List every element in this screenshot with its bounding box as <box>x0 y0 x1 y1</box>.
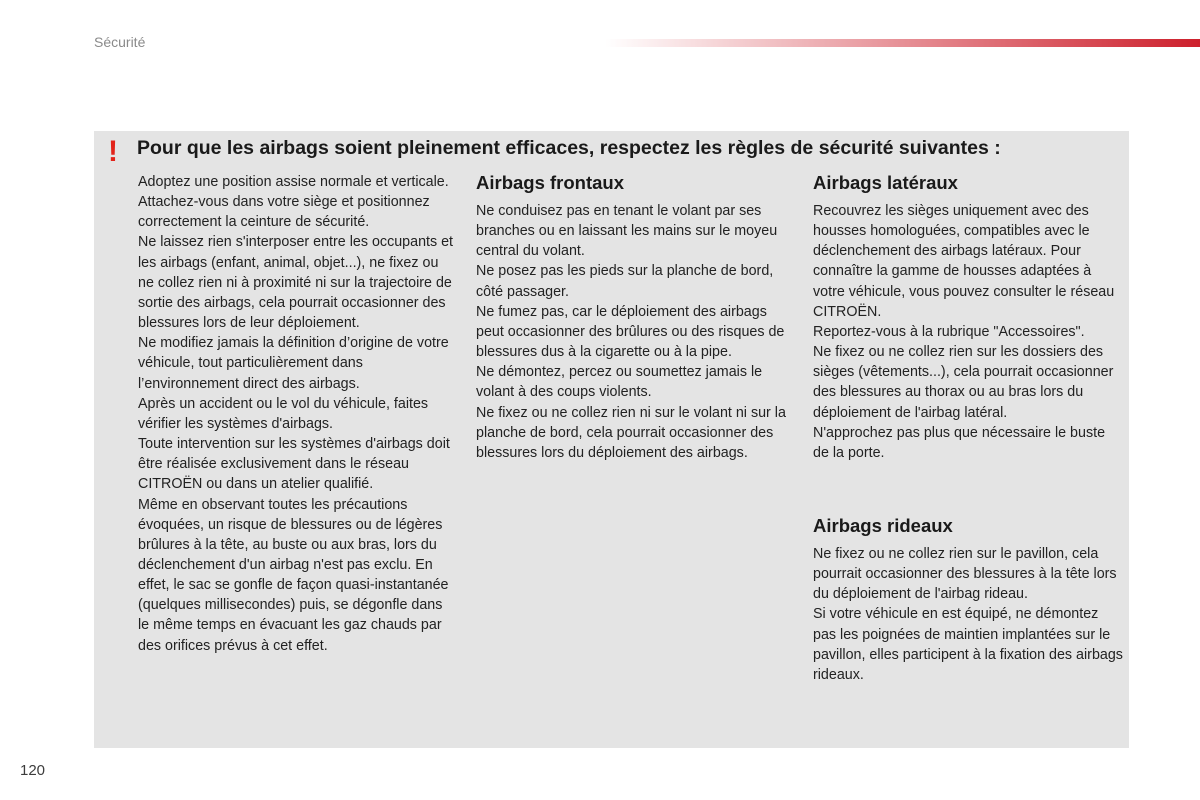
exclamation-icon: ! <box>108 135 118 168</box>
frontaux-paragraph: Ne posez pas les pieds sur la planche de bord, côté passager. <box>476 263 774 300</box>
general-paragraph: Attachez-vous dans votre siège et positionnez correctement la ceinture de sécurité. <box>138 194 430 231</box>
general-rules-column <box>138 172 456 656</box>
heading-airbags-rideaux: Airbags rideaux <box>813 515 953 536</box>
frontaux-paragraph: Ne fixez ou ne collez rien ni sur le volant ni sur la planche de bord, cela pourrait occasionner des blessures lors du déploiement des airbags. <box>476 404 786 461</box>
rideaux-column <box>813 544 1123 685</box>
lateraux-column <box>813 201 1123 463</box>
general-paragraph: Toute intervention sur les systèmes d'airbags doit être réalisée exclusivement dans le réseau CITROËN ou dans un atelier qualifié. <box>138 436 450 493</box>
general-paragraph: Après un accident ou le vol du véhicule, faites vérifier les systèmes d'airbags. <box>138 395 429 432</box>
general-paragraph: Ne laissez rien s'interposer entre les occupants et les airbags (enfant, animal, objet...), ne fixez ou ne collez rien ni à proximité ni sur la trajectoire de sortie des airbags, cela pourrait occasionner des blessures lors de leur déploiement. <box>138 234 454 332</box>
frontaux-paragraph: Ne démontez, percez ou soumettez jamais le volant à des coups violents. <box>476 364 763 401</box>
lateraux-paragraph: Recouvrez les sièges uniquement avec des housses homologuées, compatibles avec le déclenchement des airbags latéraux. Pour connaître la gamme de housses adaptées à votre véhicule, vous pouvez consulter le réseau CITROËN. <box>813 203 1115 320</box>
lateraux-paragraph: N'approchez pas plus que nécessaire le buste de la porte. <box>813 424 1106 461</box>
general-paragraph: Même en observant toutes les précautions évoquées, un risque de blessures ou de légères brûlures à la tête, au buste ou aux bras, lors du déclenchement d'un airbag n'est pas exclu. En effet, le sac se gonfle de façon quasi-instantanée (quelques millisecondes) puis, se dégonfle dans le même temps en évacuant les gaz chauds par des orifices prévus à cet effet. <box>138 496 449 654</box>
lateraux-paragraph: Ne fixez ou ne collez rien sur les dossiers des sièges (vêtements...), cela pourrait occasionner des blessures au thorax ou au bras lors du déploiement de l'airbag latéral. <box>813 344 1114 421</box>
frontaux-paragraph: Ne fumez pas, car le déploiement des airbags peut occasionner des brûlures ou des risques de blessures dus à la cigarette ou à la pipe. <box>476 303 785 361</box>
header-accent-bar <box>605 39 1200 47</box>
lateraux-paragraph: Reportez-vous à la rubrique "Accessoires". <box>813 323 1085 340</box>
rideaux-paragraph: Si votre véhicule en est équipé, ne démontez pas les poignées de maintien implantées sur le pavillon, elles participent à la fixation des airbags rideaux. <box>813 606 1123 683</box>
general-paragraph: Adoptez une position assise normale et verticale. <box>138 174 449 190</box>
general-paragraph: Ne modifiez jamais la définition d’origine de votre véhicule, tout particulièrement dans l’environnement direct des airbags. <box>138 335 449 392</box>
section-label: Sécurité <box>94 34 146 50</box>
rideaux-paragraph: Ne fixez ou ne collez rien sur le pavillon, cela pourrait occasionner des blessures à la tête lors du déploiement de l'airbag rideau. <box>813 546 1117 603</box>
frontaux-paragraph: Ne conduisez pas en tenant le volant par ses branches ou en laissant les mains sur le moyeu central du volant. <box>476 203 778 260</box>
heading-airbags-lateraux: Airbags latéraux <box>813 172 958 193</box>
heading-airbags-frontaux: Airbags frontaux <box>476 172 625 193</box>
panel-title: Pour que les airbags soient pleinement efficaces, respectez les règles de sécurité suivantes : <box>137 137 1001 159</box>
page-number: 120 <box>20 762 46 779</box>
frontaux-column <box>476 201 786 463</box>
